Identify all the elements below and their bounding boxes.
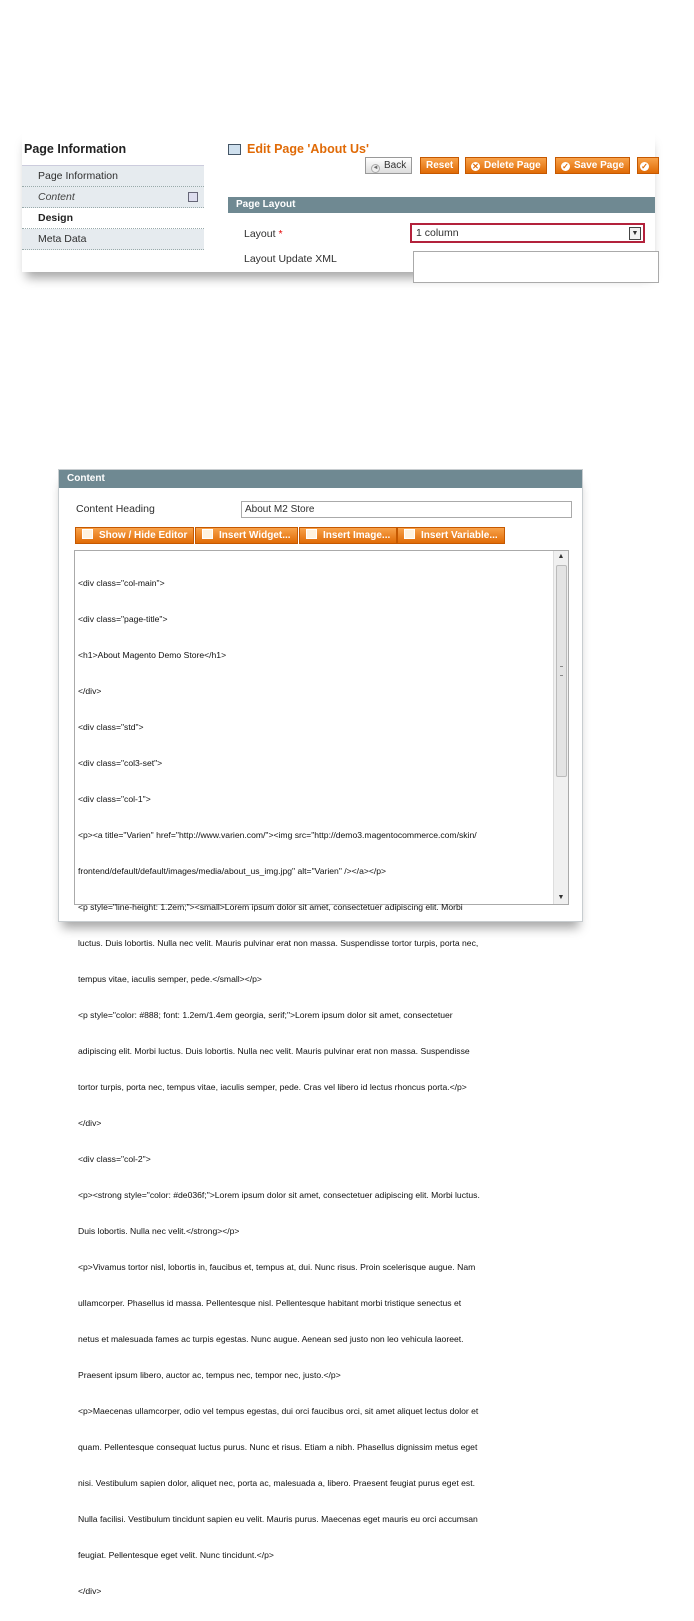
- reset-button[interactable]: [420, 157, 459, 174]
- tab-meta-data[interactable]: [22, 229, 204, 250]
- cms-page-edit-screenshot: [22, 130, 655, 272]
- code-line: <div class="col3-set">: [78, 758, 163, 768]
- insert-image-label: Insert Image...: [323, 530, 391, 541]
- insert-image-button[interactable]: [299, 527, 397, 544]
- layout-label-text: Layout: [244, 228, 276, 240]
- code-line: </div>: [78, 686, 102, 696]
- code-line: <p><strong style="color: #de036f;">Lorem ipsum dolor sit amet, consectetuer adipiscing elit. Morbi luctus.: [78, 1190, 480, 1200]
- sidebar-title: Page Information: [24, 142, 127, 156]
- code-line: <div class="col-2">: [78, 1154, 151, 1164]
- code-line: feugiat. Pellentesque eget velit. Nunc tincidunt.</p>: [78, 1550, 274, 1560]
- code-line: <div class="col-main">: [78, 578, 165, 588]
- check-icon: ✓: [562, 162, 569, 171]
- code-line: frontend/default/default/images/media/about_us_img.jpg" alt="Varien" /></a></p>: [78, 866, 387, 876]
- save-page-button[interactable]: [555, 157, 630, 174]
- code-line: <h1>About Magento Demo Store</h1>: [78, 650, 227, 660]
- required-mark: *: [278, 228, 283, 240]
- code-line: </div>: [78, 1118, 102, 1128]
- code-line: <p>Maecenas ullamcorper, odio vel tempus egestas, dui orci faucibus orci, sit amet aliquet lectus dolor et: [78, 1406, 479, 1416]
- code-line: netus et malesuada fames ac turpis egestas. Nunc augue. Aenean sed justo non leo vehicula laoreet.: [78, 1334, 464, 1344]
- delete-label: Delete Page: [484, 160, 541, 171]
- cms-content-editor-screenshot: [58, 469, 583, 1596]
- sidebar-tabs: [22, 165, 204, 250]
- layout-select[interactable]: [410, 223, 645, 243]
- scroll-up-icon[interactable]: ▲: [557, 553, 565, 560]
- content-heading-input[interactable]: About M2 Store: [241, 501, 572, 518]
- code-line: tempus vitae, iaculis semper, pede.</small></p>: [78, 974, 262, 984]
- code-line: quam. Pellentesque consequat luctus purus. Nunc et risus. Etiam a nibh. Phasellus dignissim metus eget: [78, 1442, 478, 1452]
- editor-code: [78, 553, 550, 1621]
- show-hide-editor-button[interactable]: [75, 527, 194, 544]
- code-line: <div class="page-title">: [78, 614, 168, 624]
- code-line: adipiscing elit. Morbi luctus. Duis lobortis. Nulla nec velit. Mauris pulvinar erat non massa. Suspendisse: [78, 1046, 470, 1056]
- page-layout-section-header: Page Layout: [228, 197, 655, 213]
- back-label: Back: [384, 160, 407, 171]
- save-label: Save Page: [574, 160, 625, 171]
- editor-scrollbar[interactable]: [553, 551, 568, 904]
- widget-icon: [202, 529, 213, 539]
- save-and-continue-button[interactable]: [637, 157, 659, 174]
- show-hide-label: Show / Hide Editor: [99, 530, 188, 541]
- sidebar: [22, 130, 204, 272]
- insert-widget-button[interactable]: [195, 527, 298, 544]
- code-line: <div class="col-1">: [78, 794, 151, 804]
- reset-label: Reset: [426, 160, 454, 171]
- html-editor-textarea[interactable]: [74, 550, 569, 1596]
- chevron-down-icon[interactable]: ▼: [629, 227, 641, 240]
- tab-label: Design: [38, 212, 74, 224]
- code-line: nisi. Vestibulum sapien dolor, aliquet nec, porta ac, malesuada a, libero. Praesent feugiat purus eget est.: [78, 1478, 475, 1488]
- layout-label: [244, 228, 283, 240]
- content-section-header: Content: [59, 470, 582, 488]
- back-icon: ◄: [372, 165, 379, 171]
- insert-variable-label: Insert Variable...: [421, 530, 498, 541]
- tab-content[interactable]: [22, 187, 204, 208]
- code-line: Duis lobortis. Nulla nec velit.</strong></p>: [78, 1226, 240, 1236]
- scroll-down-icon[interactable]: ▼: [557, 894, 565, 901]
- code-line: luctus. Duis lobortis. Nulla nec velit. Mauris pulvinar erat non massa. Suspendisse tortor turpis, porta nec,: [78, 938, 479, 948]
- delete-page-button[interactable]: [465, 157, 547, 174]
- tab-label: Meta Data: [38, 233, 87, 245]
- tab-label: Content: [38, 191, 75, 203]
- layout-update-xml-label: Layout Update XML: [244, 253, 337, 265]
- code-line: <div class="std">: [78, 722, 144, 732]
- code-line: ullamcorper. Phasellus id massa. Pellentesque nisl. Pellentesque habitant morbi tristique senectus et: [78, 1298, 462, 1308]
- tab-label: Page Information: [38, 170, 118, 182]
- back-button[interactable]: [365, 157, 412, 174]
- grip-icon: [560, 666, 563, 676]
- content-heading-label: Content Heading: [76, 503, 155, 515]
- changed-icon: [188, 192, 198, 202]
- variable-icon: [404, 529, 415, 539]
- layout-value: 1 column: [416, 227, 459, 239]
- page-title-text: Edit Page 'About Us': [247, 142, 369, 156]
- check-icon: ✓: [641, 162, 648, 171]
- eye-icon: [82, 529, 93, 539]
- scroll-thumb[interactable]: [556, 565, 567, 777]
- insert-variable-button[interactable]: [397, 527, 505, 544]
- code-line: </div>: [78, 1586, 102, 1596]
- delete-icon: ✕: [472, 162, 479, 171]
- page-icon: [228, 144, 241, 155]
- page-title: [228, 142, 369, 156]
- code-line: <p style="line-height: 1.2em;"><small>Lorem ipsum dolor sit amet, consectetuer adipiscing elit. Morbi: [78, 902, 463, 912]
- image-icon: [306, 529, 317, 539]
- code-line: <p style="color: #888; font: 1.2em/1.4em georgia, serif;">Lorem ipsum dolor sit amet, consectetuer: [78, 1010, 453, 1020]
- code-line: <p>Vivamus tortor nisl, lobortis in, faucibus et, tempus at, dui. Nunc risus. Proin scelerisque augue. Nam: [78, 1262, 476, 1272]
- code-line: <p><a title="Varien" href="http://www.varien.com/"><img src="http://demo3.magentocommerce.com/skin/: [78, 830, 477, 840]
- tab-design[interactable]: [22, 208, 204, 229]
- tab-page-information[interactable]: [22, 165, 204, 187]
- code-line: tortor turpis, porta nec, tempus vitae, iaculis semper, pede. Cras vel libero id lectus rhoncus porta.</p>: [78, 1082, 467, 1092]
- code-line: Praesent ipsum libero, auctor ac, tempus nec, tempor nec, justo.</p>: [78, 1370, 341, 1380]
- layout-update-xml-input[interactable]: [413, 251, 659, 283]
- insert-widget-label: Insert Widget...: [219, 530, 291, 541]
- code-line: Nulla facilisi. Vestibulum tincidunt sapien eu velit. Mauris purus. Maecenas eget mauris eu orci accumsan: [78, 1514, 478, 1524]
